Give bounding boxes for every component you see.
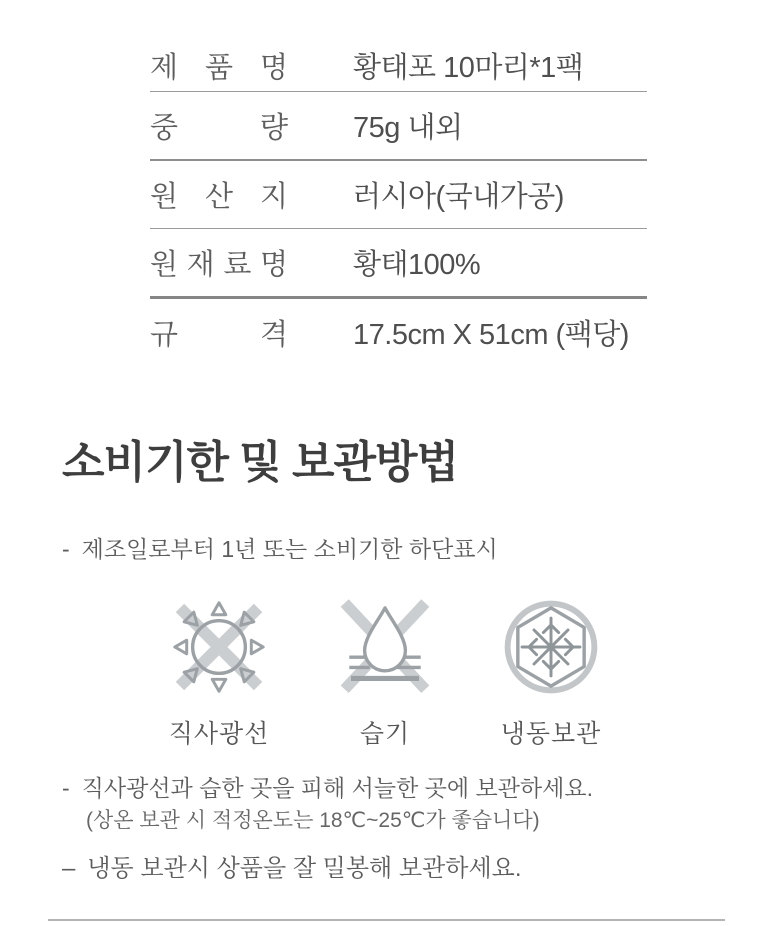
- no-direct-sunlight-icon: [168, 596, 270, 698]
- table-row: [150, 229, 647, 299]
- section-title-storage: 소비기한 및 보관방법: [62, 438, 458, 487]
- spec-value-origin: 러시아(국내가공): [353, 181, 564, 213]
- table-row: [150, 299, 647, 366]
- bullet-dash: –: [62, 855, 76, 882]
- table-row: [150, 92, 647, 161]
- storage-icon-block-frozen: [492, 596, 610, 750]
- storage-note-text: 직사광선과 습한 곳을 피해 서늘한 곳에 보관하세요.: [81, 775, 593, 801]
- storage-note-sealing: [62, 848, 522, 883]
- table-row: [150, 40, 647, 92]
- icon-label-sunlight: 직사광선: [168, 720, 270, 748]
- shelf-life-note-text: 제조일로부터 1년 또는 소비기한 하단표시: [81, 536, 498, 562]
- spec-label-weight: 중 량: [150, 112, 288, 144]
- storage-icon-block-sunlight: [160, 596, 278, 750]
- storage-icons-row: [160, 596, 610, 750]
- product-spec-table: [150, 40, 647, 366]
- spec-value-weight: 75g 내외: [353, 112, 463, 144]
- table-row: [150, 161, 647, 229]
- bullet-dash: -: [62, 775, 70, 801]
- storage-note-temperature: (상온 보관 시 적정온도는 18℃~25℃가 좋습니다): [86, 809, 540, 832]
- spec-value-ingredients: 황태100%: [353, 249, 481, 281]
- spec-value-size: 17.5cm X 51cm (팩당): [353, 319, 629, 351]
- spec-label-product-name: 제 품 명: [150, 52, 288, 84]
- spec-label-ingredients: 원 재 료 명: [150, 249, 288, 281]
- no-moisture-icon: [334, 596, 436, 698]
- spec-label-origin: 원 산 지: [150, 181, 288, 213]
- storage-note-cool-place: [62, 770, 593, 803]
- bottom-divider: [48, 919, 725, 921]
- spec-value-product-name: 황태포 10마리*1팩: [353, 52, 584, 84]
- spec-label-size: 규 격: [150, 319, 288, 351]
- bullet-dash: -: [62, 536, 70, 562]
- frozen-storage-icon: [500, 596, 602, 698]
- icon-label-frozen: 냉동보관: [500, 720, 602, 748]
- shelf-life-note: [62, 531, 498, 564]
- icon-label-moisture: 습기: [359, 720, 411, 748]
- storage-icon-block-moisture: [326, 596, 444, 750]
- storage-note-text: 냉동 보관시 상품을 잘 밀봉해 보관하세요.: [87, 855, 522, 882]
